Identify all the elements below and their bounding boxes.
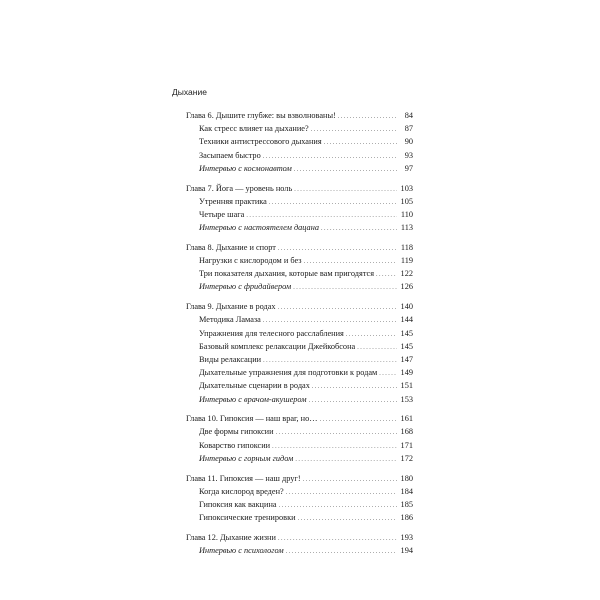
toc-section-entry-page-number: 144 [400, 315, 413, 325]
dot-leader [294, 183, 397, 196]
toc-section-entry[interactable] [186, 150, 413, 163]
dot-leader [294, 163, 397, 176]
toc-chapter-block [186, 301, 413, 407]
toc-section-entry[interactable] [186, 367, 413, 380]
toc-section-entry[interactable] [186, 486, 413, 499]
toc-section-entry-title: Засыпаем быстро [199, 150, 261, 160]
toc-chapter-entry[interactable] [186, 413, 413, 426]
toc-section-entry-page-number: 145 [400, 328, 413, 338]
dot-leader [286, 486, 397, 499]
toc-section-entry-title: Утренняя практика [199, 196, 267, 206]
toc-chapter-entry-title: Глава 9. Дыхание в родах [186, 302, 276, 312]
toc-section-entry-title: Гипоксические тренировки [199, 513, 296, 523]
toc-section-entry-title: Дыхательные сценарии в родах [199, 381, 310, 391]
toc-interview-entry-title: Интервью с психологом [199, 546, 284, 556]
toc-section-entry[interactable] [186, 255, 413, 268]
toc-chapter-block [186, 413, 413, 466]
toc-section-entry-title: Нагрузки с кислородом и без [199, 256, 302, 266]
toc-section-entry-title: Когда кислород вреден? [199, 486, 284, 496]
toc-chapter-entry-title: Глава 10. Гипоксия — наш враг, но… [186, 414, 318, 424]
toc-section-entry[interactable] [186, 268, 413, 281]
dot-leader [263, 150, 397, 163]
toc-interview-entry-title: Интервью с космонавтом [199, 163, 292, 173]
toc-section-entry-page-number: 87 [404, 124, 413, 134]
toc-section-entry-page-number: 149 [400, 368, 413, 378]
toc-chapter-entry[interactable] [186, 110, 413, 123]
dot-leader [293, 281, 397, 294]
toc-section-entry[interactable] [186, 380, 413, 393]
toc-section-entry-title: Как стресс влияет на дыхание? [199, 124, 309, 134]
toc-chapter-entry-title: Глава 11. Гипоксия — наш друг! [186, 473, 301, 483]
toc-section-entry-page-number: 151 [400, 381, 413, 391]
toc-section-entry-page-number: 184 [400, 486, 413, 496]
dot-leader [246, 209, 397, 222]
toc-chapter-entry-title: Глава 8. Дыхание и спорт [186, 242, 276, 252]
dot-leader [312, 380, 397, 393]
dot-leader [324, 136, 397, 149]
toc-chapter-entry[interactable] [186, 532, 413, 545]
dot-leader [269, 196, 397, 209]
toc-chapter-entry-page-number: 118 [400, 242, 413, 252]
dot-leader [320, 413, 397, 426]
dot-leader [379, 367, 397, 380]
toc-chapter-entry[interactable] [186, 473, 413, 486]
toc-section-entry-title: Четыре шага [199, 209, 245, 219]
toc-chapter-block [186, 183, 413, 236]
dot-leader [286, 545, 397, 558]
toc-section-entry[interactable] [186, 426, 413, 439]
toc-interview-entry-page-number: 172 [400, 453, 413, 463]
toc-chapter-entry-page-number: 103 [400, 183, 413, 193]
toc-interview-entry-page-number: 194 [400, 546, 413, 556]
toc-section-entry[interactable] [186, 136, 413, 149]
toc-chapter-entry-page-number: 161 [400, 414, 413, 424]
dot-leader [338, 110, 397, 123]
toc-interview-entry-title: Интервью с настоятелем дацана [199, 223, 319, 233]
toc-section-entry-title: Гипоксия как вакцина [199, 499, 277, 509]
toc-interview-entry-title: Интервью с врачом-акушером [199, 394, 307, 404]
toc-section-entry-page-number: 186 [400, 513, 413, 523]
running-head: Дыхание [172, 87, 207, 97]
toc-chapter-block [186, 532, 413, 558]
dot-leader [303, 473, 397, 486]
toc-section-entry-page-number: 105 [400, 196, 413, 206]
toc-chapter-entry-title: Глава 12. Дыхание жизни [186, 532, 276, 542]
toc-chapter-entry[interactable] [186, 183, 413, 196]
toc-section-entry[interactable] [186, 499, 413, 512]
toc-interview-entry-page-number: 153 [400, 394, 413, 404]
toc-section-entry-title: Две формы гипоксии [199, 427, 274, 437]
toc-interview-entry[interactable] [186, 281, 413, 294]
dot-leader [272, 440, 397, 453]
toc-section-entry[interactable] [186, 440, 413, 453]
toc-chapter-entry-page-number: 140 [400, 302, 413, 312]
toc-section-entry-page-number: 110 [400, 209, 413, 219]
toc-section-entry-title: Виды релаксации [199, 354, 262, 364]
toc-section-entry-title: Коварство гипоксии [199, 440, 271, 450]
toc-section-entry-page-number: 145 [400, 341, 413, 351]
dot-leader [357, 341, 397, 354]
toc-section-entry-page-number: 122 [400, 269, 413, 279]
toc-section-entry[interactable] [186, 341, 413, 354]
dot-leader [311, 123, 397, 136]
toc-chapter-entry-page-number: 84 [404, 111, 413, 120]
toc-chapter-entry-title: Глава 6. Дышите глубже: вы взволнованы! [186, 111, 336, 120]
toc-section-entry-page-number: 147 [400, 354, 413, 364]
toc-interview-entry-title: Интервью с фридайвером [199, 282, 292, 292]
dot-leader [295, 453, 397, 466]
dot-leader [321, 222, 397, 235]
toc-section-entry-page-number: 171 [400, 440, 413, 450]
toc-chapter-entry[interactable] [186, 242, 413, 255]
toc-section-entry-page-number: 168 [400, 427, 413, 437]
table-of-contents [186, 110, 413, 565]
toc-section-entry[interactable] [186, 209, 413, 222]
toc-interview-entry-page-number: 126 [400, 282, 413, 292]
toc-chapter-block [186, 242, 413, 295]
toc-section-entry-title: Техники антистрессового дыхания [199, 137, 322, 147]
dot-leader [309, 394, 397, 407]
toc-chapter-entry[interactable] [186, 301, 413, 314]
toc-section-entry-title: Упражнения для телесного расслабления [199, 328, 344, 338]
dot-leader [278, 532, 397, 545]
toc-section-entry[interactable] [186, 123, 413, 136]
toc-interview-entry-title: Интервью с горным гидом [199, 453, 294, 463]
dot-leader [304, 255, 397, 268]
toc-interview-entry[interactable] [186, 394, 413, 407]
toc-section-entry[interactable] [186, 196, 413, 209]
dot-leader [298, 512, 397, 525]
toc-chapter-entry-title: Глава 7. Йога — уровень ноль [186, 183, 293, 193]
toc-chapter-block [186, 473, 413, 526]
dot-leader [278, 242, 397, 255]
toc-chapter-block [186, 110, 413, 176]
dot-leader [278, 301, 397, 314]
dot-leader [279, 499, 397, 512]
toc-section-entry[interactable] [186, 512, 413, 525]
dot-leader [376, 268, 397, 281]
toc-interview-entry[interactable] [186, 222, 413, 235]
toc-section-entry-title: Методика Ламаза [199, 315, 261, 325]
toc-section-entry[interactable] [186, 328, 413, 341]
toc-interview-entry[interactable] [186, 453, 413, 466]
toc-section-entry-title: Три показателя дыхания, которые вам пригодятся [199, 269, 375, 279]
toc-section-entry-page-number: 90 [404, 137, 413, 147]
toc-section-entry-page-number: 119 [400, 256, 413, 266]
toc-section-entry-title: Базовый комплекс релаксации Джейкобсона [199, 341, 356, 351]
dot-leader [263, 354, 397, 367]
toc-interview-entry-page-number: 97 [404, 163, 413, 173]
dot-leader [263, 314, 397, 327]
dot-leader [276, 426, 397, 439]
toc-section-entry-page-number: 185 [400, 499, 413, 509]
toc-chapter-entry-page-number: 193 [400, 532, 413, 542]
toc-interview-entry[interactable] [186, 163, 413, 176]
toc-section-entry[interactable] [186, 354, 413, 367]
toc-section-entry-page-number: 93 [404, 150, 413, 160]
toc-chapter-entry-page-number: 180 [400, 473, 413, 483]
toc-section-entry-title: Дыхательные упражнения для подготовки к родам [199, 368, 378, 378]
toc-section-entry[interactable] [186, 314, 413, 327]
dot-leader [346, 328, 397, 341]
toc-interview-entry-page-number: 113 [400, 223, 413, 233]
toc-interview-entry[interactable] [186, 545, 413, 558]
